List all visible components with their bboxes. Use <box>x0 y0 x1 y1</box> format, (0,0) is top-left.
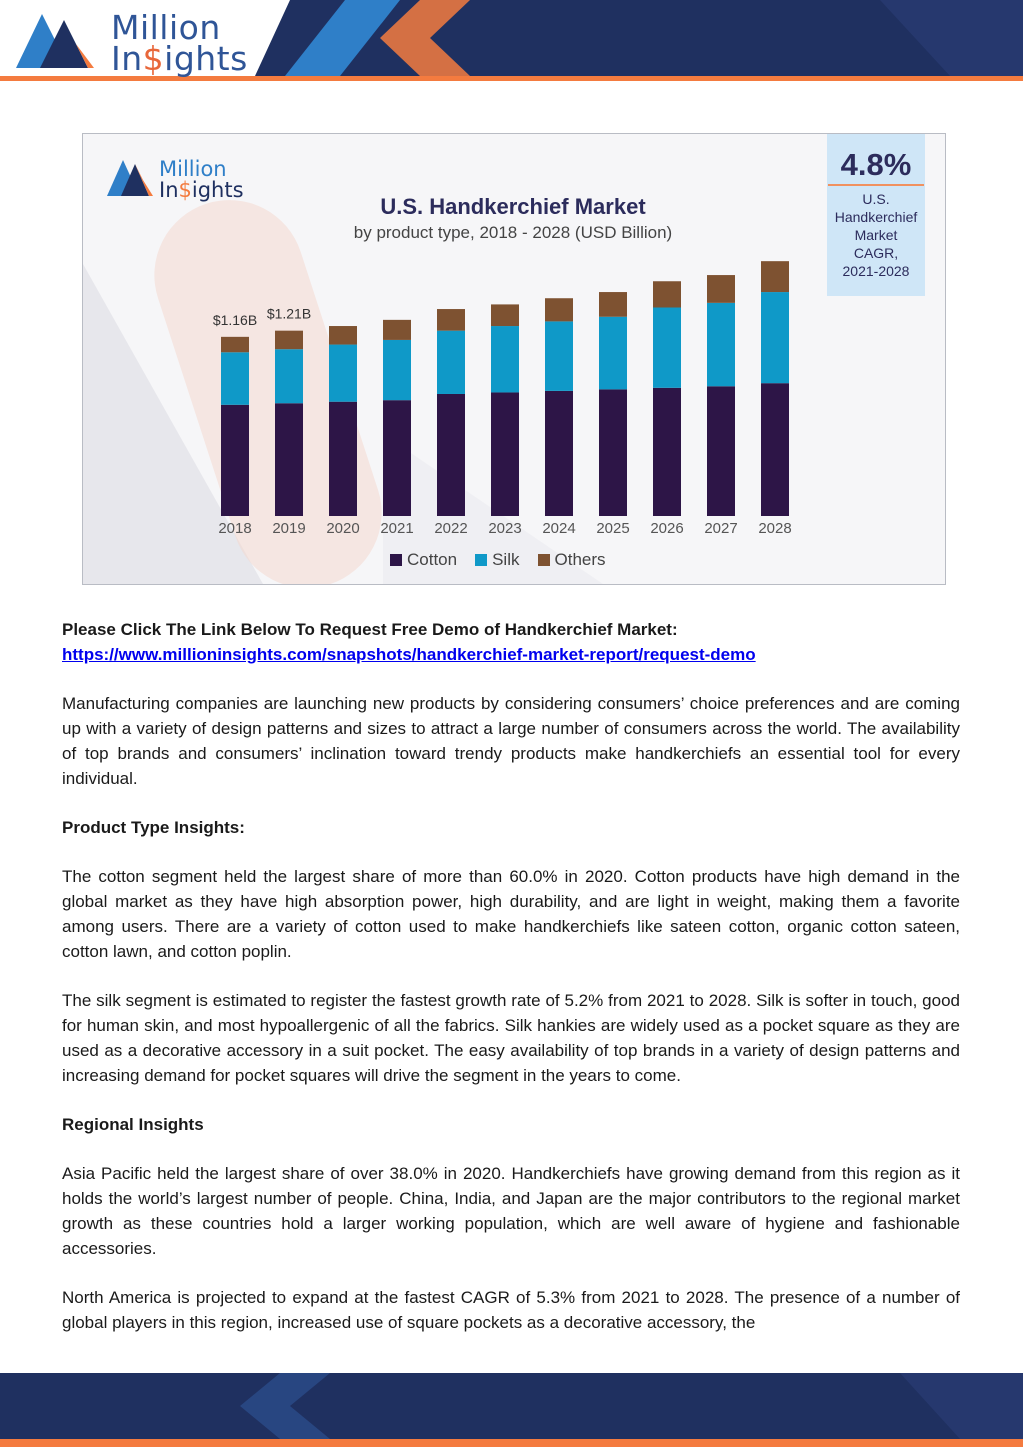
cagr-label-line: Market <box>854 227 898 243</box>
bar-segment-cotton-2019 <box>275 403 303 516</box>
x-axis-ticks <box>218 520 791 537</box>
bar-segment-silk-2025 <box>599 317 627 390</box>
logo-wordmark <box>111 8 248 78</box>
legend-item-silk <box>475 548 519 572</box>
x-tick-label: 2026 <box>650 520 684 537</box>
document-body <box>62 617 960 1335</box>
bar-segment-cotton-2024 <box>545 391 573 516</box>
bar-segment-cotton-2020 <box>329 402 357 516</box>
chart-subtitle: by product type, 2018 - 2028 (USD Billion) <box>353 223 673 242</box>
bar-segment-cotton-2022 <box>437 394 465 516</box>
legend-item-others <box>538 548 606 572</box>
legend-item-cotton <box>390 548 457 572</box>
million-insights-logo[interactable] <box>14 6 254 78</box>
logo-dollar-glyph: $ <box>142 39 165 78</box>
cagr-divider <box>828 184 924 186</box>
bar-segment-silk-2028 <box>761 292 789 383</box>
bar-segment-others-2018 <box>221 337 249 352</box>
bar-segment-others-2026 <box>653 281 681 307</box>
chart-title: U.S. Handkerchief Market <box>380 194 646 219</box>
paragraph-spacer <box>62 791 960 815</box>
bar-segment-cotton-2021 <box>383 400 411 516</box>
x-tick-label: 2024 <box>542 520 576 537</box>
product-type-heading: Product Type Insights: <box>62 818 245 837</box>
bar-segment-silk-2026 <box>653 308 681 388</box>
bar-segment-others-2024 <box>545 298 573 321</box>
bar-segment-silk-2021 <box>383 340 411 400</box>
bar-segment-silk-2019 <box>275 349 303 403</box>
x-tick-label: 2019 <box>272 520 306 537</box>
paragraph-spacer <box>62 1261 960 1285</box>
silk-paragraph: The silk segment is estimated to register the fastest growth rate of 5.2% from 2021 to 2028. Silk is softer in touch, good for human skin, and most hypoallergenic of all the fabrics. Silk hankies are widely used as a pocket square as they are used as a decorative accessory in a suit pocket. The easy availability of top brands in a variety of design patterns and increasing demand for pocket squares will drive the segment in the years to come. <box>62 991 960 1085</box>
chart-logo-insights-post: ights <box>191 178 244 202</box>
page-footer-banner <box>0 1373 1023 1447</box>
intro-paragraph: Manufacturing companies are launching new products by considering consumers’ choice preferences and are coming up with a variety of design patterns and sizes to attract a large number of consumers across the world. The availability of top brands and consumers’ inclination toward trendy products make handkerchiefs an essential tool for every individual. <box>62 694 960 788</box>
bar-segment-others-2022 <box>437 309 465 331</box>
cagr-label-line: U.S. <box>862 191 890 207</box>
regional-heading: Regional Insights <box>62 1115 204 1134</box>
asia-pacific-paragraph: Asia Pacific held the largest share of over 38.0% in 2020. Handkerchiefs have growing demand from this region as it holds the world’s largest number of people. China, India, and Japan are the major contributors to the regional market growth as these countries hold a larger working population, which are well aware of hygiene and fashionable accessories. <box>62 1164 960 1258</box>
bar-segment-others-2028 <box>761 261 789 292</box>
bar-segment-cotton-2025 <box>599 389 627 516</box>
bar-segment-cotton-2027 <box>707 386 735 516</box>
bar-segment-silk-2024 <box>545 321 573 391</box>
market-chart <box>82 133 946 585</box>
bar-segment-silk-2020 <box>329 345 357 402</box>
x-tick-label: 2023 <box>488 520 522 537</box>
cotton-paragraph: The cotton segment held the largest share of more than 60.0% in 2020. Cotton products have high demand in the global market as they have high absorption power, high durability, and are light in weight, making them a favorite among users. There are a variety of cotton used to make handkerchiefs like sateen cotton, organic cotton sateen, cotton lawn, and cotton poplin. <box>62 867 960 961</box>
x-tick-label: 2022 <box>434 520 468 537</box>
bar-segment-cotton-2023 <box>491 392 519 516</box>
demo-heading: Please Click The Link Below To Request Free Demo of Handkerchief Market: <box>62 620 678 639</box>
paragraph-spacer <box>62 667 960 691</box>
cagr-label-line: 2021-2028 <box>842 263 910 279</box>
bar-segment-others-2021 <box>383 320 411 340</box>
x-tick-label: 2025 <box>596 520 630 537</box>
bar-segment-others-2025 <box>599 292 627 317</box>
logo-word-million: Million <box>111 8 221 47</box>
logo-mark-icon <box>14 6 104 74</box>
cagr-label-line: CAGR, <box>853 245 899 261</box>
bar-segment-silk-2027 <box>707 303 735 386</box>
chart-legend <box>390 548 606 572</box>
bar-segment-silk-2018 <box>221 352 249 405</box>
request-demo-link[interactable]: https://www.millioninsights.com/snapshots/handkerchief-market-report/request-demo <box>62 645 756 664</box>
bar-segment-others-2020 <box>329 326 357 345</box>
bar-segment-silk-2022 <box>437 331 465 394</box>
x-tick-label: 2020 <box>326 520 360 537</box>
legend-swatch-others <box>538 554 550 566</box>
paragraph-spacer <box>62 1137 960 1161</box>
x-tick-label: 2018 <box>218 520 252 537</box>
logo-word-insights-post: ights <box>164 39 248 78</box>
x-tick-label: 2021 <box>380 520 414 537</box>
chart-logo-word-million: Million <box>159 157 227 181</box>
legend-label-cotton: Cotton <box>407 550 458 569</box>
bar-segment-cotton-2028 <box>761 383 789 516</box>
bar-segment-others-2027 <box>707 275 735 303</box>
bar-segment-others-2023 <box>491 304 519 326</box>
bar-data-label: $1.21B <box>266 305 312 322</box>
legend-swatch-cotton <box>390 554 402 566</box>
bar-segment-silk-2023 <box>491 326 519 392</box>
cagr-callout <box>827 134 925 296</box>
paragraph-spacer <box>62 964 960 988</box>
x-tick-label: 2028 <box>758 520 792 537</box>
chart-logo-insights-pre: In <box>159 178 179 202</box>
logo-word-insights-pre: In <box>111 39 143 78</box>
page-header <box>0 0 1023 84</box>
legend-label-others: Others <box>554 550 606 569</box>
bar-segment-cotton-2026 <box>653 388 681 516</box>
paragraph-spacer <box>62 1088 960 1112</box>
bar-segment-cotton-2018 <box>221 405 249 516</box>
north-america-paragraph: North America is projected to expand at the fastest CAGR of 5.3% from 2021 to 2028. The presence of a number of global players in this region, increased use of square pockets as a decorative accessory, the <box>62 1288 960 1332</box>
x-tick-label: 2027 <box>704 520 738 537</box>
bar-segment-others-2019 <box>275 331 303 350</box>
paragraph-spacer <box>62 840 960 864</box>
legend-swatch-silk <box>475 554 487 566</box>
cagr-label-line: Handkerchief <box>834 209 918 225</box>
chart-logo-dollar-glyph: $ <box>178 178 192 202</box>
chart-logo-word-insights <box>159 178 244 202</box>
legend-label-silk: Silk <box>492 550 520 569</box>
cagr-value: 4.8% <box>840 147 912 182</box>
bar-data-label: $1.16B <box>212 311 258 328</box>
